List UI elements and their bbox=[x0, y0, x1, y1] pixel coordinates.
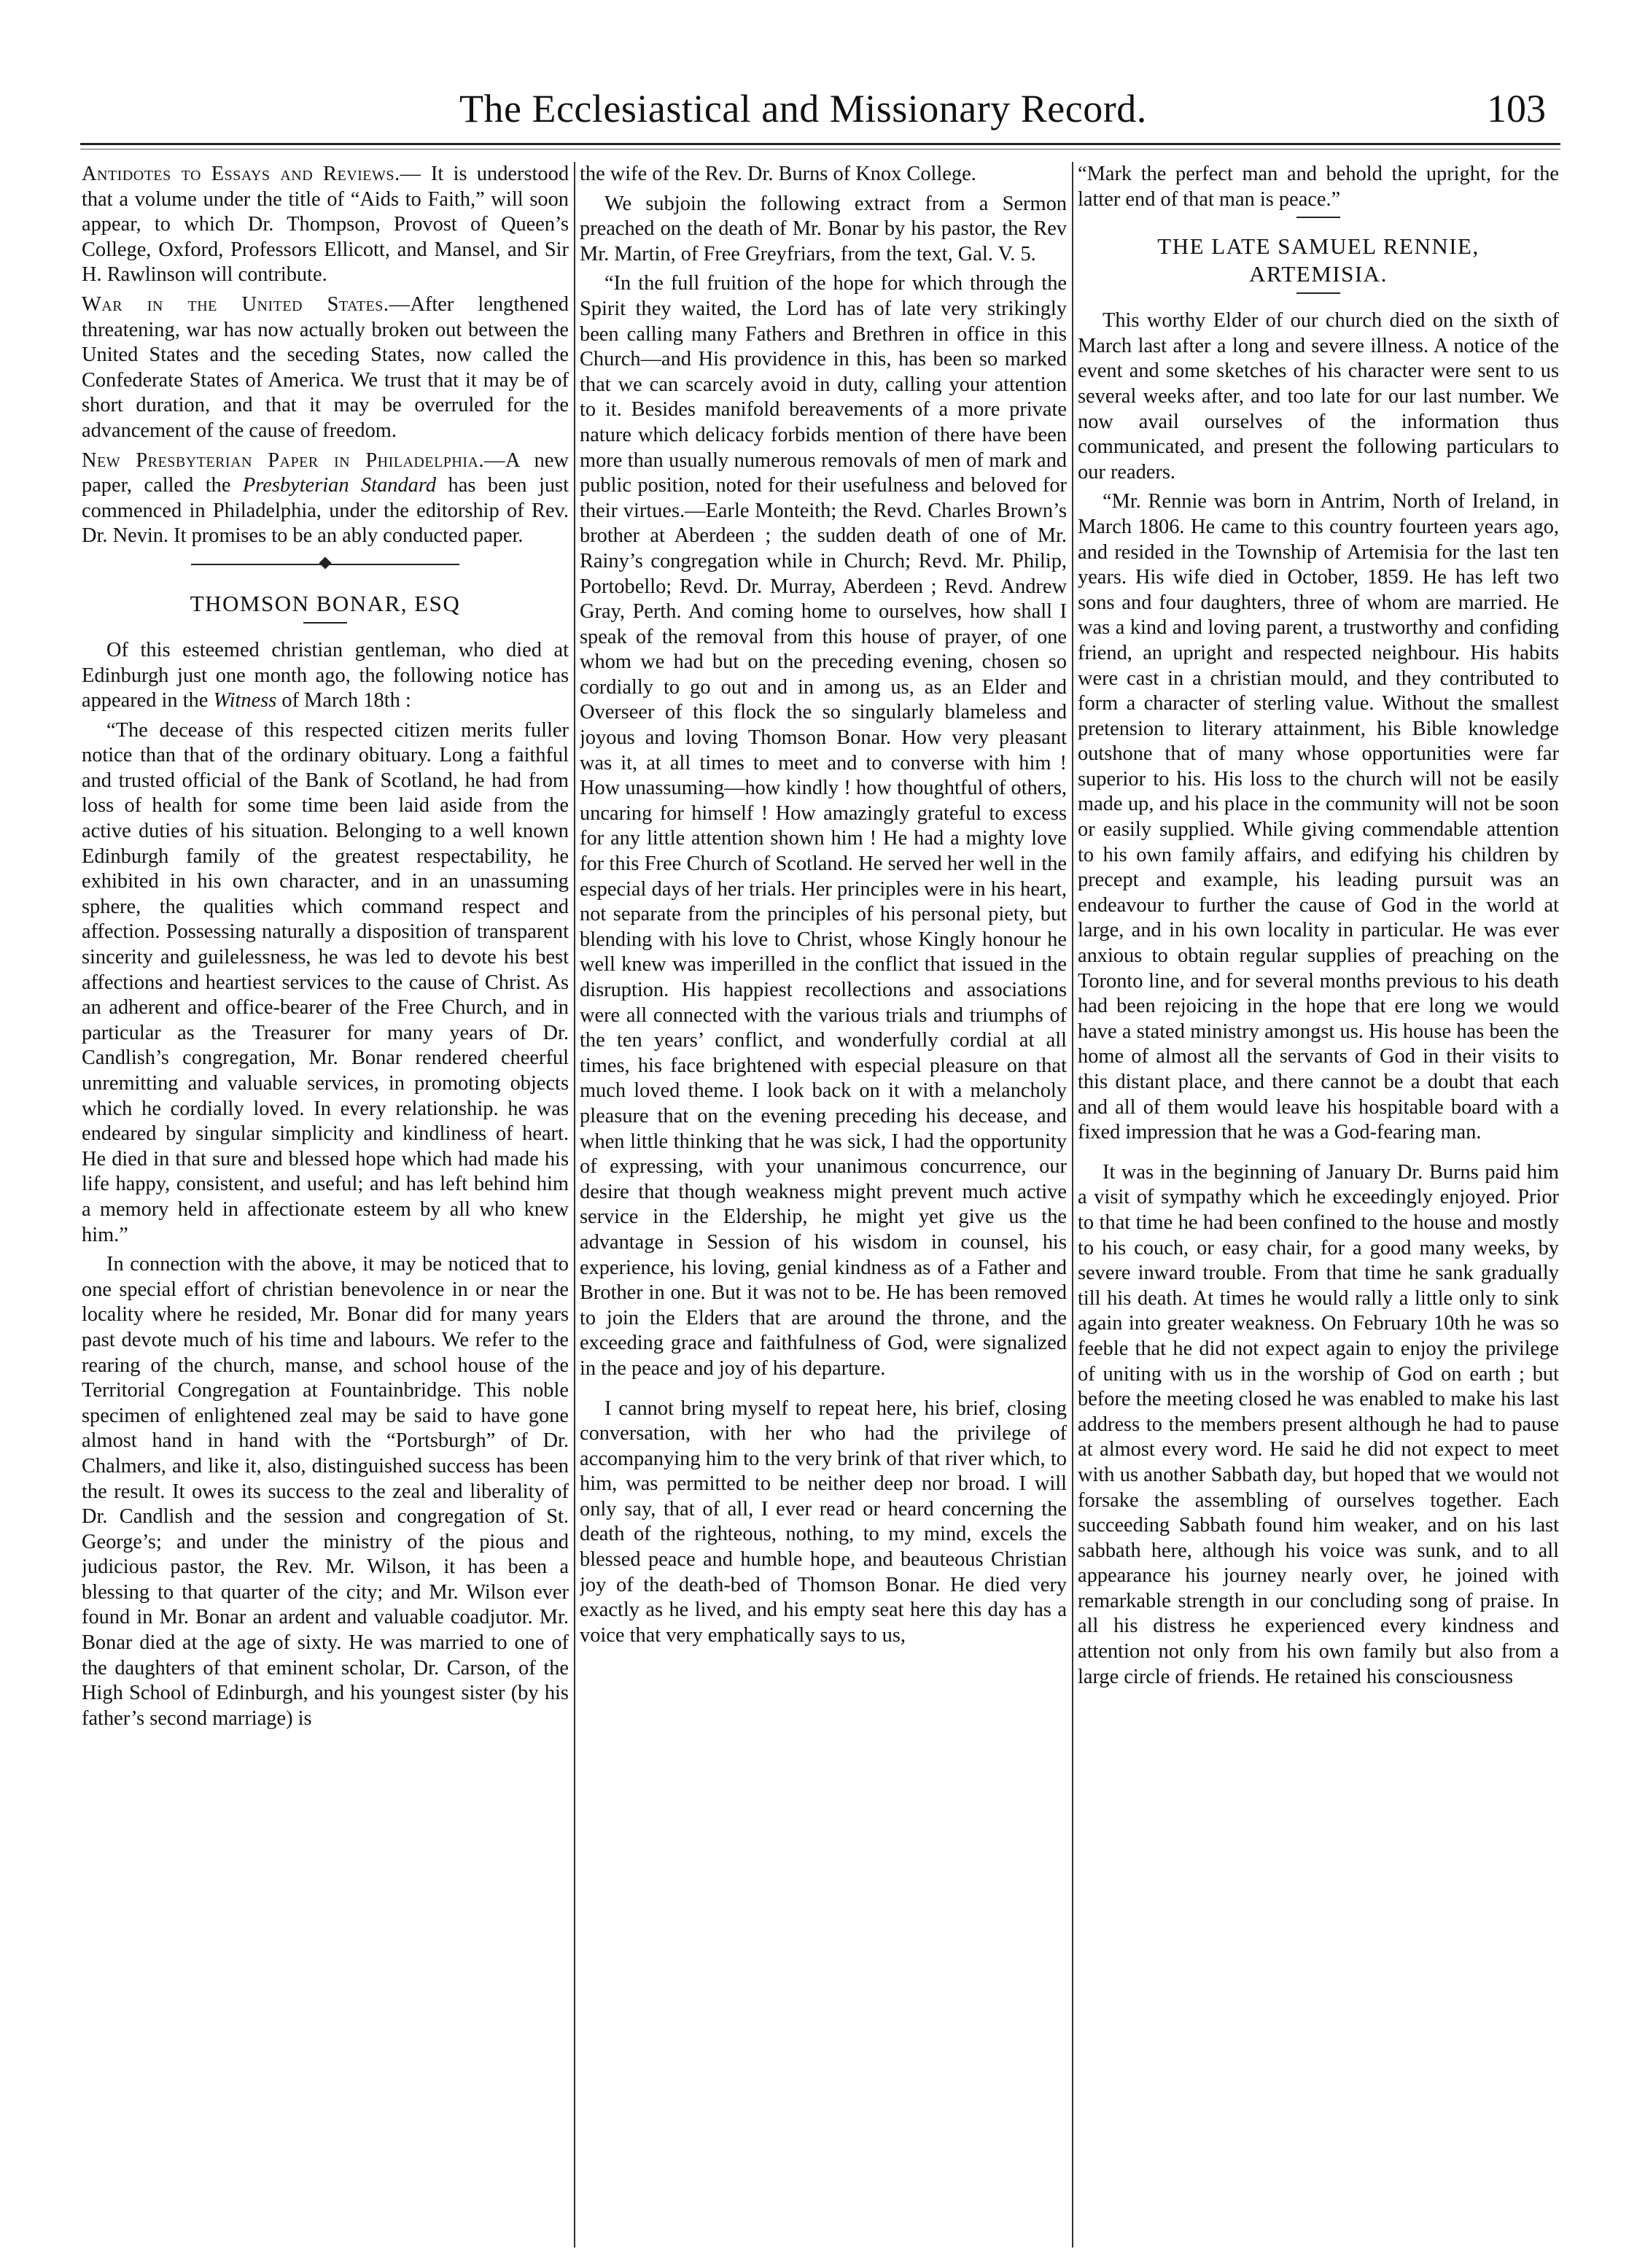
running-title: The Ecclesiastical and Missionary Record. bbox=[459, 87, 1147, 131]
article-heading-rennie bbox=[1078, 233, 1559, 288]
news-item-heading: Antidotes to Essays and Reviews.— bbox=[82, 163, 421, 185]
news-item-text: After lengthened threatening, war has now actually broken out between the United States and the seceding States, now called the Confederate States of America. We trust that it may be of short duration, and that it may be overruled for the advancement of the cause of freedom. bbox=[82, 292, 569, 442]
article-paragraph: “Mark the perfect man and behold the upright, for the latter end of that man is peace.” bbox=[1078, 163, 1559, 211]
news-item-text: It is understood that a volume under the title of “Aids to Faith,” will soon appear, to which Dr. Thompson, Provost of Queen’s College, Oxford, Professors Ellicott, and Mansel, and Sir H. Rawlinson will contribute. bbox=[82, 163, 569, 287]
column-divider-2 bbox=[1072, 162, 1073, 2248]
heading-rule bbox=[303, 622, 347, 624]
newspaper-name: Witness bbox=[213, 689, 277, 712]
article-paragraph: the wife of the Rev. Dr. Burns of Knox College. bbox=[580, 163, 976, 185]
article-paragraph: I cannot bring myself to repeat here, his brief, closing conversation, with her who had the privilege of accompanying him to the very brink of that river which, to him, was permitted to be neither deep nor broad. I will only say, that of all, I ever read or heard concerning the death of the righteous, nothing, to my mind, excels the blessed peace and humble hope, and beauteous Christian joy of the death-bed of Thomson Bonar. He died very exactly as he lived, and his empty seat here this day has a voice that very emphatically says to us, bbox=[580, 1397, 1067, 1647]
news-item-heading: War in the United States.— bbox=[82, 292, 411, 316]
news-item-antidotes bbox=[82, 162, 569, 288]
article-heading-bonar: THOMSON BONAR, ESQ bbox=[190, 590, 461, 616]
article-paragraph: We subjoin the following extract from a Sermon preached on the death of Mr. Bonar by his pastor, the Rev Mr. Martin, of Free Greyfriars, from the text, Gal. V. 5. bbox=[580, 192, 1067, 265]
column-divider-1 bbox=[574, 162, 575, 2248]
article-paragraph: “Mr. Rennie was born in Antrim, North of Ireland, in March 1806. He came to this country fourteen years ago, and resided in the Township of Artemisia for the last ten years. His wife died in October, 1859. He has left two sons and four daughters, three of whom are married. He was a kind and loving parent, a trustworthy and confiding friend, an upright and respected neighbour. His habits were cast in a christian mould, and they contributed to form a character of sterling value. Without the smallest pretension to literary attainment, his Bible knowledge outshone that of many whose opportunities were far superior to his. His loss to the church will not be easily made up, and his place in the community will not be soon or easily supplied. While giving commendable attention to his own family affairs, and edifying his children by precept and example, his leading pursuit was an endeavour to further the cause of God in the world at large, and in his own locality in particular. He was ever anxious to obtain regular supplies of preaching on the Toronto line, and for several months previous to his death had been rejoicing in the hope that ere long we would have a stated ministry amongst us. His house has been the home of almost all the servants of God in their visits to this distant place, and there cannot be a doubt that each and all of them would leave his hospitable board with a fixed impression that he was a God-fearing man. bbox=[1078, 490, 1559, 1144]
section-ornament bbox=[82, 555, 569, 574]
article-paragraph bbox=[82, 638, 569, 714]
news-item-war bbox=[82, 292, 569, 444]
news-item-presbyterian-paper bbox=[82, 448, 569, 549]
news-item-text: A new paper, called the bbox=[82, 448, 569, 497]
column-left bbox=[82, 162, 569, 2248]
article-paragraph: “The decease of this respected citizen merits fuller notice than that of the ordinary obituary. Long a faithful and trusted official of the Bank of Scotland, he had from loss of health for some time been laid aside from the active duties of his situation. Belonging to a well known Edinburgh family of the greatest respectability, he exhibited in his own character, and in an unassuming sphere, the qualities which command respect and affection. Possessing naturally a disposition of transparent sincerity and guilelessness, he was led to devote his best affections and heartiest services to the cause of Christ. As an adherent and office-bearer of the Free Church, and in particular as the Treasurer for many years of Dr. Candlish’s congregation, Mr. Bonar rendered cheerful unremitting and valuable services, in promoting objects which he cordially loved. In every relationship. he was endeared by singular simplicity and kindliness of heart. He died in that sure and blessed hope which had made his life happy, consistent, and useful; and has left behind him a memory held in affectionate esteem by all who knew him.” bbox=[82, 718, 569, 1246]
paper-name: Presbyterian Standard bbox=[242, 474, 437, 497]
heading-line: THE LATE SAMUEL RENNIE, bbox=[1157, 233, 1479, 260]
column-right bbox=[1078, 162, 1559, 2248]
article-paragraph: In connection with the above, it may be noticed that to one special effort of christian benevolence in or near the locality where he resided, Mr. Bonar did for many years past devote much of his time and labours. We refer to the rearing of the church, manse, and school house of the Territorial Congregation at Fountainbridge. This noble specimen of enlightened zeal may be said to have gone almost hand in hand with the “Portsburgh” of Dr. Chalmers, and like it, also, distinguished success has been the result. It owes its success to the zeal and liberality of Dr. Candlish and the session and congregation of St. George’s; and under the ministry of the pious and judicious pastor, the Rev. Mr. Wilson, it has been a blessing to that quarter of the city; and Mr. Wilson ever found in Mr. Bonar an ardent and valuable coadjutor. Mr. Bonar died at the age of sixty. He was married to one of the daughters of that eminent scholar, Dr. Carson, of the High School of Edinburgh, and his youngest sister (by his father’s second marriage) is bbox=[82, 1253, 569, 1730]
news-item-heading: New Presbyterian Paper in Philadelphia.— bbox=[82, 448, 505, 472]
article-paragraph: It was in the beginning of January Dr. Burns paid him a visit of sympathy which he exceedingly enjoyed. Prior to that time he had been confined to the house and mostly to his couch, or easy chair, for a good many weeks, by severe inward trouble. From that time he sank gradually till his death. At times he would rally a little only to sink again into greater weakness. On February 10th he was so feeble that he did not expect again to enjoy the privilege of uniting with us in the worship of God on earth ; but before the meeting closed he was enabled to make his last address to the members present although he had to pause at almost every word. He said he did not expect to meet with us another Sabbath day, but hoped that we would not forsake the assembling of ourselves together. Each succeeding Sabbath found him weaker, and on his last sabbath here, although his voice was sunk, and to all appearance his journey nearly over, he joined with remarkable strength in our concluding song of praise. In all his distress he experienced every kindness and attention not only from his own family but also from a large circle of friends. He retained his consciousness bbox=[1078, 1160, 1559, 1688]
page-number: 103 bbox=[1487, 87, 1546, 131]
column-middle bbox=[580, 162, 1067, 2248]
page-header bbox=[80, 86, 1546, 144]
news-item-text: has been just commenced in Philadelphia, under the editorship of Rev. Dr. Nevin. It promises to be an ably conducted paper. bbox=[82, 474, 569, 548]
paragraph-text: of March 18th : bbox=[276, 689, 411, 712]
article-paragraph: This worthy Elder of our church died on the sixth of March last after a long and severe illness. A notice of the event and some sketches of his character were sent to us several weeks after, and too late for our last number. We now avail ourselves of the information thus communicated, and present the following particulars to our readers. bbox=[1078, 309, 1559, 483]
paragraph-text: Of this esteemed christian gentleman, who died at Edinburgh just one month ago, the following notice has appeared in the bbox=[82, 638, 569, 712]
heading-rule bbox=[1296, 292, 1340, 294]
section-rule bbox=[1296, 217, 1340, 218]
header-rule bbox=[80, 143, 1560, 145]
heading-line: ARTEMISIA. bbox=[1249, 261, 1388, 287]
sermon-extract: “In the full fruition of the hope for which through the Spirit they waited, the Lord has of late very strikingly been calling many Fathers and Brethren in office in this Church—and His providence in this, has been so marked that we can scarcely avoid in duty, calling your attention to it. Besides manifold bereavements of a more private nature which delicacy forbids mention of there have been more than usually numerous removals of men of mark and public position, noted for their usefulness and beloved for their virtues.—Earle Monteith; the Revd. Charles Brown’s brother at Aberdeen ; the sudden death of one of Mr. Rainy’s congregation while in Church; Revd. Mr. Philip, Portobello; Revd. Dr. Murray, Aberdeen ; Revd. Andrew Gray, Perth. And coming home to ourselves, how shall I speak of the removal from this house of prayer, of one whom we had but on the preceding evening, chosen so cordially to go out and in among us, as an Elder and Overseer of this flock the so singularly blameless and joyous and loving Thomson Bonar. How very pleasant was it, at all times to meet and to converse with him ! How unassuming—how kindly ! how thoughtful of others, uncaring for himself ! How amazingly grateful to excess for any little attention shown him ! He had a mighty love for this Free Church of Scotland. He served her well in the especial days of her trials. Her principles were in his heart, not separate from the principles of his personal piety, but blending with his love to Christ, whose Kingly honour he well knew was imperilled in the conflict that issued in the disruption. His happiest recollections and associations were all connected with the various trials and triumphs of the ten years’ conflict, and wonderfully cordial at all times, his face brightened with especial pleasure on that much loved theme. I look back on it with a melancholy pleasure that on the evening preceding his decease, and when little thinking that he was sick, I had the opportunity of expressing, with your unanimous concurrence, our desire that though weakness might prevent much active service in the Eldership, he might yet give us the advantage in Session of his wisdom in counsel, his experience, his loving, genial kindness as of a Father and Brother in one. But it was not to be. He has been removed to join the Elders that are around the throne, and the exceeding grace and faithfulness of God, were signalized in the peace and joy of his departure. bbox=[580, 272, 1067, 1380]
